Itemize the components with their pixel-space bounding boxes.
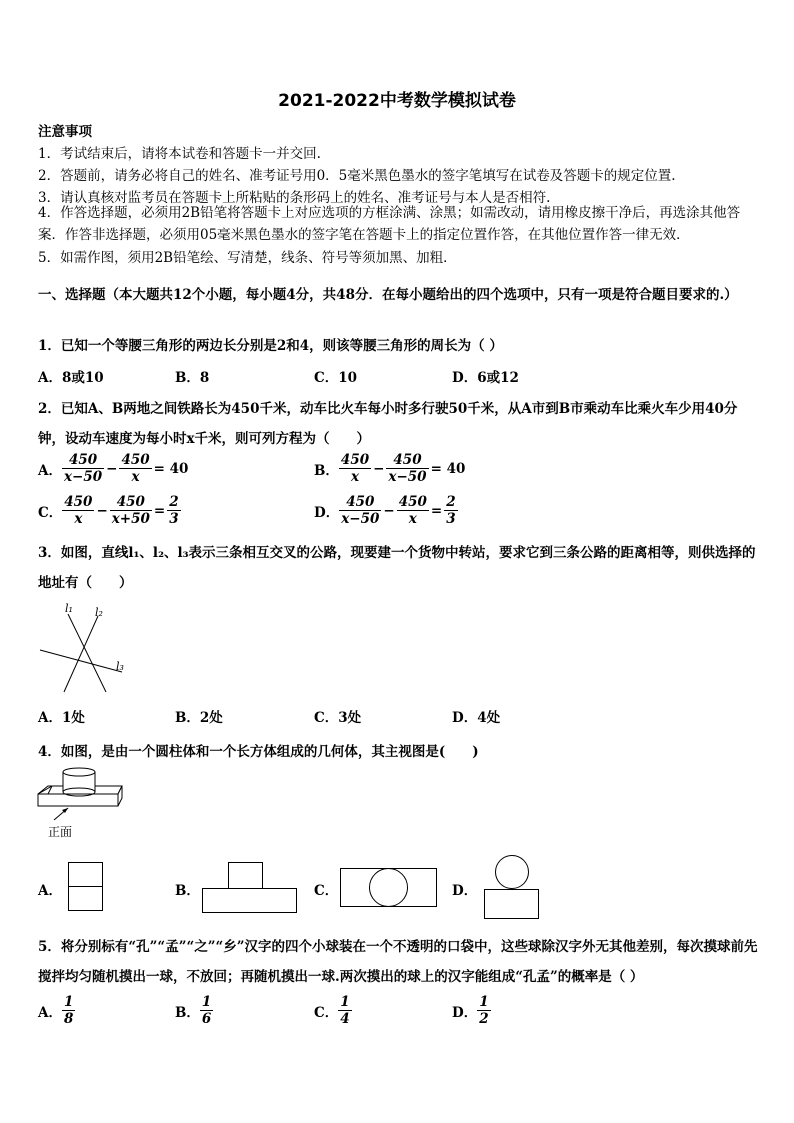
q4-option-d-figure[interactable]	[484, 855, 540, 921]
line-l2	[64, 616, 98, 692]
q3-option-c[interactable]: C．3处	[314, 710, 362, 726]
notice-item-5: 5．如需作图，须用2B铅笔绘、写清楚，线条、符号等须加黑、加粗．	[38, 250, 457, 266]
fraction: $\frac{450}{x}$	[121, 452, 150, 485]
q4-option-c-figure[interactable]	[340, 868, 438, 908]
fraction: $\frac{2}{3}$	[169, 494, 179, 527]
q5-option-b[interactable]	[175, 994, 213, 1027]
q3-option-a[interactable]: A．1处	[38, 710, 85, 726]
fraction: $\frac{1}{4}$	[340, 994, 350, 1027]
q5-option-d-label: D．	[452, 1004, 478, 1021]
fraction: $\frac{1}{6}$	[201, 994, 212, 1027]
label-l1: l₁	[65, 602, 73, 615]
fraction: $\frac{450}{x-50}$	[63, 452, 103, 485]
fraction: $\frac{450}{x-50}$	[388, 452, 427, 485]
section-heading: 一、选择题（本大题共12个小题，每小题4分，共48分．在每小题给出的四个选项中，只有一项是符合题目要求的.）	[38, 287, 738, 303]
page-title: 2021-2022中考数学模拟试卷	[278, 91, 516, 111]
q2-option-b-label: B．	[314, 462, 339, 479]
fraction: $\frac{450}{x}$	[398, 494, 427, 527]
fraction: $\frac{1}{8}$	[63, 994, 74, 1027]
q2-option-c[interactable]: C． $\frac{450}{x}$ − $\frac{450}{x+50}$ = $\frac{2}{3}$	[38, 494, 179, 527]
question-3-stem: 3．如图，直线l₁、l₂、l₃表示三条相互交叉的公路，现要建一个货物中转站，要求它到三条公路的距离相等，则供选择的地址有（ ）	[38, 545, 756, 591]
question-1-stem: 1．已知一个等腰三角形的两边长分别是2和4，则该等腰三角形的周长为（ ）	[38, 338, 503, 354]
fraction: $\frac{2}{3}$	[446, 494, 456, 527]
question-5-stem: 5．将分别标有“孔”“孟”“之”“乡”汉字的四个小球装在一个不透明的口袋中，这些球除汉字外无其他差别，每次摸球前先搅拌均匀随机摸出一球，不放回；再随机摸出一球.两次摸出的球上的汉字能组成“孔孟”的概率是（ ）	[38, 939, 758, 985]
q2-option-c-label: C．	[38, 504, 63, 521]
notice-heading: 注意事项	[38, 124, 92, 140]
q5-option-a-label: A．	[38, 1004, 62, 1021]
q1-option-d[interactable]: D．6或12	[452, 370, 519, 386]
label-l3: l₃	[116, 660, 124, 673]
line-l1	[68, 614, 106, 692]
q5-option-c-label: C．	[314, 1004, 339, 1021]
q1-option-b[interactable]: B．8	[175, 370, 210, 386]
q4-option-d-label[interactable]: D．	[452, 883, 478, 899]
q2-option-a[interactable]: A． $\frac{450}{x-50}$ − $\frac{450}{x}$ = 40	[38, 452, 189, 485]
fraction: $\frac{450}{x}$	[64, 494, 93, 527]
question-4-stem: 4．如图，是由一个圆柱体和一个长方体组成的几何体，其主视图是( )	[38, 744, 479, 760]
label-l2: l₂	[95, 606, 103, 619]
notice-item-2: 2．答题前，请务必将自己的姓名、准考证号用0．5毫米黑色墨水的签字笔填写在试卷及答题卡的规定位置.	[38, 168, 676, 184]
q4-option-b-label[interactable]: B．	[175, 883, 200, 899]
q4-solid-figure	[36, 766, 136, 826]
q5-option-c[interactable]	[314, 994, 352, 1027]
question-2-stem: 2．已知A、B两地之间铁路长为450千米，动车比火车每小时多行驶50千米，从A市到B市乘动车比乘火车少用40分钟，设动车速度为每小时x千米，则可列方程为（ ）	[38, 401, 738, 447]
q4-option-a-label[interactable]: A．	[38, 883, 62, 899]
q1-option-c[interactable]: C．10	[314, 370, 358, 386]
q3-option-b[interactable]: B．2处	[175, 710, 223, 726]
q2-option-d-label: D．	[314, 504, 340, 521]
q4-option-b-figure[interactable]	[202, 862, 298, 914]
notice-item-1: 1．考试结束后，请将本试卷和答题卡一并交回.	[38, 146, 321, 162]
notice-item-3: 3．请认真核对监考员在答题卡上所粘贴的条形码上的姓名、准考证号与本人是否相符.	[38, 190, 551, 206]
q5-option-a[interactable]	[38, 994, 75, 1027]
q5-option-b-label: B．	[175, 1004, 200, 1021]
fraction: $\frac{450}{x+50}$	[111, 494, 150, 527]
q5-option-d[interactable]	[452, 994, 491, 1027]
front-view-label: 正面	[48, 825, 73, 839]
q1-option-a[interactable]: A．8或10	[38, 370, 104, 386]
q2-option-b[interactable]: B． $\frac{450}{x}$ − $\frac{450}{x-50}$ = 40	[314, 452, 466, 485]
q2-option-a-label: A．	[38, 462, 62, 479]
q3-lines-figure	[36, 600, 136, 696]
q4-option-c-label[interactable]: C．	[314, 883, 339, 899]
notice-item-4: 4．作答选择题，必须用2B铅笔将答题卡上对应选项的方框涂满、涂黑；如需改动，请用橡皮擦干净后，再选涂其他答案．作答非选择题，必须用05毫米黑色墨水的签字笔在答题卡上的指定位置作答，在其他位置作答一律无效．	[38, 205, 741, 243]
q4-option-a-figure[interactable]	[68, 862, 104, 912]
fraction: $\frac{450}{x-50}$	[341, 494, 380, 527]
q3-option-d[interactable]: D．4处	[452, 710, 501, 726]
q2-option-d[interactable]: D． $\frac{450}{x-50}$ − $\frac{450}{x}$ = $\frac{2}{3}$	[314, 494, 456, 527]
fraction: $\frac{450}{x}$	[340, 452, 370, 485]
fraction: $\frac{1}{2}$	[479, 994, 489, 1027]
